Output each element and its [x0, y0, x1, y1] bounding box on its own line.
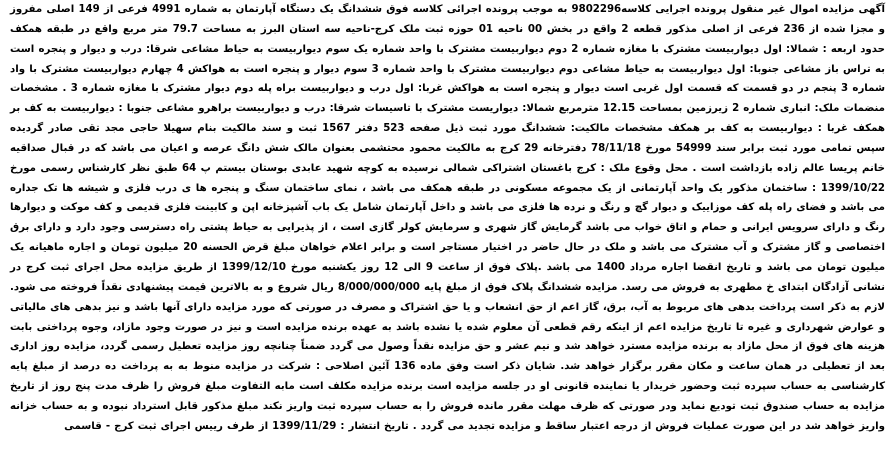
auction-notice-text: آگهی مزایده اموال غیر منقول پرونده اجرایی کلاسه9802296 به موجب پرونده اجرائی کلاسه فوق ششدانگ یک دستگاه آپارتمان به شماره 4991 فرعی از 149 اصلی مفروز و مجزا شده از 236 فرعی از اصلی مذکور قطعه 2 واقع در بخش 00 ناحیه 01 حوزه ثبت ملک کرج-ناحیه سه استان البرز به مساحت 79.7 متر مربع واقع در طبقه همکف حدود اربعه : شمالا: اول دیواربیست مشترک با مغازه شماره 2 دوم دیواربیست مشترک با واحد شماره یک سوم دیواربیست به حیاط مشاعی شرقا: درب و دیوار و پنجره است به تراس باز مشاعی جنوبا: اول دیواربیست به حیاط مشاعی دوم دیواربیست مشترک با واحد شماره 3 سوم دیوار و پنجره است به هواکش 4 چهارم دیواربیست مشترک با واد شماره 3 پنجم در دو قسمت که قسمت اول غربی است دیوار و پنجره است به هواکش غربا: اول درب و دیواربیست براه پله دوم دیوار مشترک با مغازه شماره 3 . مشخصات منضمات ملک: انباری شماره 2 زیرزمین بمساحت 12.15 مترمربع شمالا: دیواریست مشترک با تاسیسات شرقا: درب و دیواربیست براهرو مشاعی جنوبا : دیواربیست به کف بر همکف غربا : دیواربیست به کف بر همکف مشخصات مالکیت: ششدانگ مورد ثبت ذیل صفحه 523 دفتر 1567 ثبت و سند مالکیت بنام سهیلا حاجی مجد تقی صادر گردیده سپس تمامی مورد ثبت برابر سند 54999 مورخ 78/11/18 دفترخانه 29 کرج به مالکیت محمود محتشمی بعنوان مالک شش دانگ عرصه و اعیان می باشد که در قبال صداقیه خانم پریسا عالم زاده بازداشت است . محل وقوع ملک : کرج باغستان اشتراکی شمالی نرسیده به کوچه شهید عابدی بوستان بیستم پ 64 طبق نظر کارشناس رسمی مورخ 1399/10/22 : ساختمان مذکور یک واحد آپارتمانی از یک مجموعه مسکونی در طبقه همکف می باشد ، نمای ساختمان سنگ و پنجره ها ی درب فلزی و شیشه ها تک جداره می باشد و فضای راه پله کف موزاییک و دیوار گچ و رنگ و نرده ها فلزی می باشد و داخل آپارتمان شامل یک باب آشپزخانه اپن و کابینت فلزی قدیمی و کف موکت و دیوارها رنگ و دارای سرویس ایرانی و حمام و اتاق خواب می باشد گرمایش گاز شهری و سرمایش کولر گازی است ، از پذیرایی به حیاط پشتی راه دسترسی وجود دارد و دارای برق اختصاصی و گاز مشترک و آب مشترک می باشد و ملک در حال حاضر در اختیار مستاجر است و برابر اعلام خواهان مبلغ قرض الحسنه 20 میلیون تومان و اجاره ماهیانه یک میلیون تومان می باشد و تاریخ انقضا اجاره مرداد 1400 می باشد .پلاک فوق از ساعت 9 الی 12 روز یکشنبه مورخ 1399/12/10 از طریق مزایده محل اجرای ثبت کرج در نشانی آزادگان ابتدای خ مطهری به فروش می رسد. مزایده ششدانگ پلاک فوق از مبلغ پایه 8/000/000/000 ریال شروع و به بالاترین قیمت پیشنهادی نقداً فروخته می شود. لازم به ذکر است پرداخت بدهی های مربوط به آب، برق، گاز اعم از حق انشعاب و یا حق اشتراک و مصرف در صورتی که مورد مزایده دارای آنها باشد و نیز بدهی های مالیاتی و عوارض شهرداری و غیره تا تاریخ مزایده اعم از اینکه رقم قطعی آن معلوم شده یا نشده باشد به عهده برنده مزایده است و نیز در صورت وجود مازاد، وجوه پرداختی بابت هزینه های فوق از محل مازاد به برنده مزایده مسترد خواهد شد و نیم عشر و حق مزایده نقداً وصول می گردد ضمناً چنانچه روز مزایده تعطیل رسمی گردد، مزایده روز اداری بعد از تعطیلی در همان ساعت و مکان مقرر برگزار خواهد شد. شایان ذکر است وفق ماده 136 آئین اصلاحی : شرکت در مزایده منوط به به پرداخت ده درصد از مبلغ پایه کارشناسی به حساب سپرده ثبت وحضور خریدار یا نماینده قانونی او در جلسه مزایده است برنده مزایده مکلف است مابه التفاوت مبلغ فروش را ظرف مدت پنج روز از تاریخ مزایده به حساب صندوق ثبت تودیع نماید ودر صورتی که ظرف مهلت مقرر مانده فروش را به حساب سپرده ثبت واریز نکند مبلغ مذکور قابل استرداد نبوده و به حساب خزانه واریز خواهد شد در این صورت عملیات فروش از درجه اعتبار ساقط و مزایده تجدید می گردد . تاریخ انتشار : 1399/11/29 از طرف رییس اجرای ثبت کرج - قاسمی [10, 4, 886, 432]
